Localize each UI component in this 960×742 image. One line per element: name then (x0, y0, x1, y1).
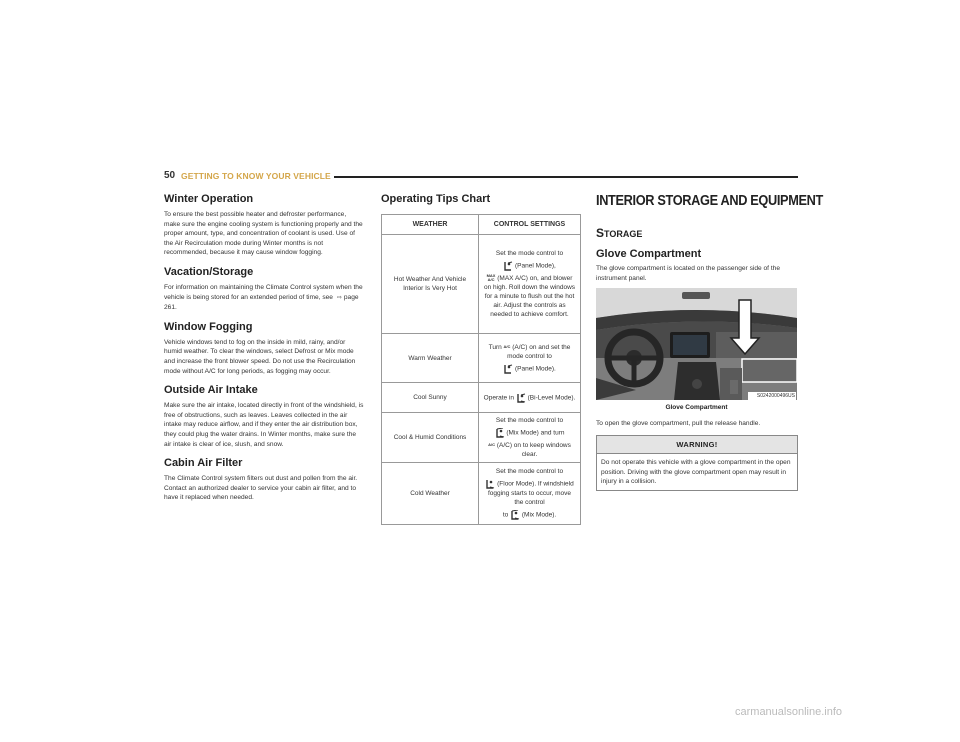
settings-cell: Set the mode control to (Mix Mode) and turn A/C (A/C) on to keep windows clear. (479, 413, 581, 463)
operating-tips-table (381, 214, 581, 525)
settings-cell: Set the mode control to (Panel Mode), MAX A/C (MAX A/C) on, and blower on high. Roll down the windows for a minute to flush out the hot air. Adjust the controls as needed to achieve comfort. (479, 235, 581, 334)
left-column (164, 193, 364, 511)
mix-mode-icon (495, 428, 505, 438)
weather-cell: Warm Weather (382, 334, 479, 383)
vacation-storage-text: For information on maintaining the Climate Control system when the vehicle is being stored for an extended period of time, see ⇨ page 261. (164, 283, 363, 312)
middle-column (381, 193, 581, 525)
heading-window-fogging: Window Fogging (164, 320, 253, 333)
header-rule (334, 176, 798, 178)
warning-box (596, 435, 798, 491)
watermark: carmanualsonline.info (735, 706, 843, 718)
weather-cell: Cool & Humid Conditions (382, 413, 479, 463)
settings-cell: Set the mode control to (Floor Mode). If windshield fogging starts to occur, move the control to (Mix Mode). (479, 463, 581, 525)
section-title: GETTING TO KNOW YOUR VEHICLE (181, 171, 331, 181)
storage-heading: STORAGE (596, 226, 643, 240)
table-row (382, 413, 581, 463)
ac-icon: A/C (503, 343, 511, 349)
table-row (382, 383, 581, 413)
weather-cell: Cold Weather (382, 463, 479, 525)
table-row (382, 235, 581, 334)
warning-text: Do not operate this vehicle with a glove compartment in the open position. Driving with the glove compartment open may result in injury in a collision. (601, 459, 791, 486)
photo-caption: Glove Compartment (665, 404, 728, 411)
glove-compartment-photo (596, 288, 797, 400)
page-header (164, 170, 798, 184)
bi-level-mode-icon (516, 393, 526, 403)
heading-cabin-air-filter: Cabin Air Filter (164, 457, 243, 470)
glove-open-instructions: To open the glove compartment, pull the release handle. (596, 420, 761, 427)
weather-cell: Hot Weather And Vehicle Interior Is Very Hot (382, 235, 479, 334)
max-ac-icon: MAX A/C (486, 273, 496, 283)
chapter-section-title: INTERIOR STORAGE AND EQUIPMENT (596, 193, 823, 209)
right-column (596, 193, 823, 283)
table-row (382, 463, 581, 525)
weather-cell: Cool Sunny (382, 383, 479, 413)
operating-tips-title: Operating Tips Chart (381, 193, 491, 205)
outside-air-intake-text: Make sure the air intake, located directly in front of the windshield, is free of obstructions, such as leaves. Leaves collected in the air intake may reduce airflow, and if they enter the air distribution box, they could plug the water drains. In Winter months, make sure the air intake is clear of ice, slush, and snow. (164, 402, 364, 448)
column-header-weather: WEATHER (382, 215, 479, 235)
glove-compartment-heading: Glove Compartment (596, 248, 702, 260)
page-reference-link[interactable]: page 261. (164, 293, 359, 312)
table-header-row (382, 215, 581, 235)
heading-vacation-storage: Vacation/Storage (164, 265, 254, 278)
ac-icon: A/C (488, 442, 495, 448)
photo-code: S0242000496US (756, 393, 795, 399)
settings-cell: Turn A/C (A/C) on and set the mode control to (Panel Mode). (479, 334, 581, 383)
cabin-air-filter-text: The Climate Control system filters out dust and pollen from the air. Contact an authorized dealer to service your cabin air filter, and to have it replaced when needed. (164, 475, 358, 502)
table-row (382, 334, 581, 383)
column-header-control-settings: CONTROL SETTINGS (479, 215, 581, 235)
glove-compartment-text: The glove compartment is located on the passenger side of the instrument panel. (596, 265, 781, 282)
winter-operation-text: To ensure the best possible heater and defroster performance, make sure the engine cooling system is functioning properly and the proper amount, type, and concentration of coolant is used. Use of the Air Recirculation mode during Winter months is not recommended, because it may cause window fogging. (164, 211, 363, 257)
page-reference-arrow-icon: ⇨ (336, 294, 342, 301)
page-number: 50 (164, 170, 176, 181)
warning-title: WARNING! (597, 436, 797, 454)
panel-mode-icon (503, 261, 513, 271)
floor-mode-icon (485, 479, 495, 489)
heading-winter-operation: Winter Operation (164, 193, 254, 205)
mix-mode-icon (510, 510, 520, 520)
panel-mode-icon (503, 364, 513, 374)
window-fogging-text: Vehicle windows tend to fog on the inside in mild, rainy, and/or humid weather. To clear the windows, select Defrost or Mix mode and increase the front blower speed. Do not use the Recirculation mode without A/C for long periods, as fogging may occur. (164, 338, 356, 375)
settings-cell: Operate in (Bi-Level Mode). (479, 383, 581, 413)
heading-outside-air-intake: Outside Air Intake (164, 384, 258, 397)
